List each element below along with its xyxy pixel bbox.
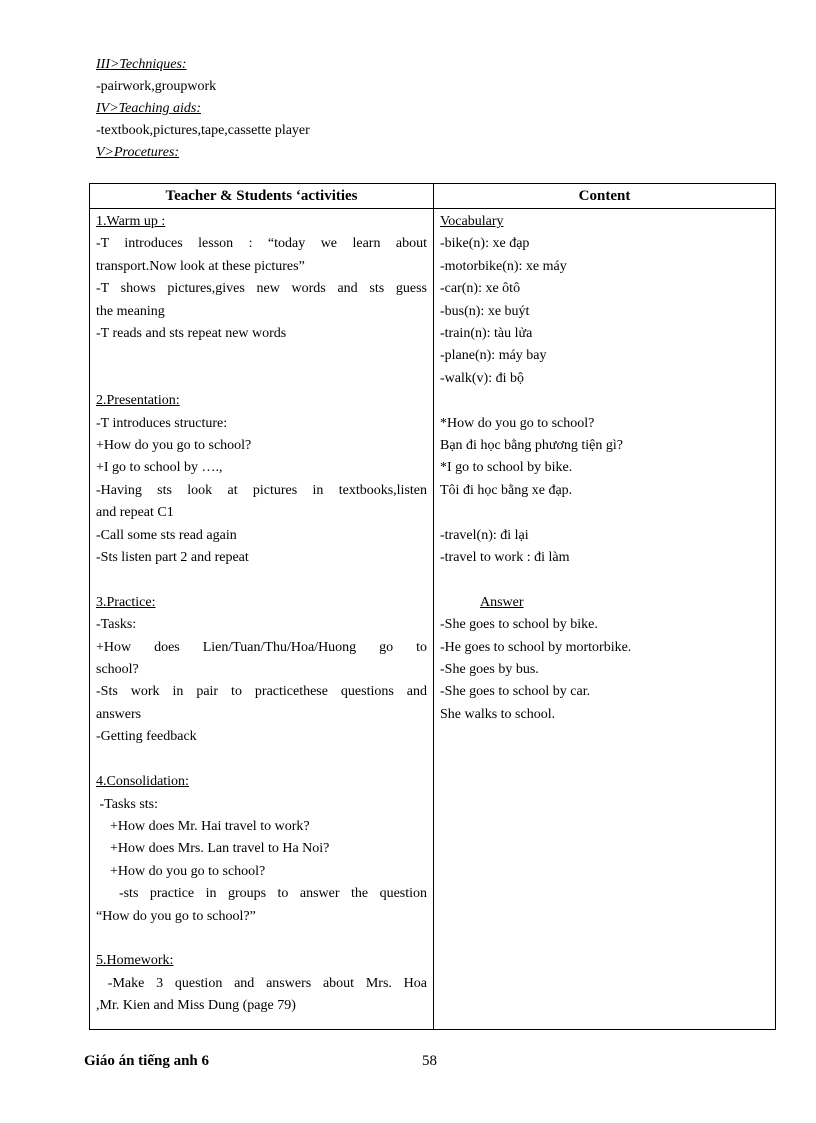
structure-line: *How do you go to school? bbox=[440, 415, 595, 431]
answer-line: -She goes by bus. bbox=[440, 662, 539, 678]
blank-line bbox=[440, 502, 769, 524]
techniques-heading: III>Techniques: bbox=[96, 57, 187, 72]
practice-heading: 3.Practice: bbox=[96, 594, 156, 610]
vocabulary-item: -bike(n): xe đạp bbox=[440, 236, 530, 252]
activity-line: answers bbox=[96, 706, 142, 722]
activity-line: +How does Mrs. Lan travel to Ha Noi? bbox=[96, 841, 330, 857]
procedures-heading: V>Procetures: bbox=[96, 145, 180, 160]
activity-line: the meaning bbox=[96, 303, 165, 319]
activity-line: and repeat C1 bbox=[96, 505, 174, 521]
blank-line bbox=[440, 390, 769, 412]
activity-line: -Sts listen part 2 and repeat bbox=[96, 550, 249, 566]
activity-line: -Tasks: bbox=[96, 617, 137, 633]
vocabulary-heading: Vocabulary bbox=[440, 214, 504, 229]
blank-line bbox=[96, 569, 427, 591]
activity-line: ,Mr. Kien and Miss Dung (page 79) bbox=[96, 998, 296, 1014]
answer-line: She walks to school. bbox=[440, 706, 556, 722]
content-cell bbox=[434, 209, 776, 1030]
vocabulary-item: -car(n): xe ôtô bbox=[440, 281, 521, 297]
activity-line: +How does Mr. Hai travel to work? bbox=[96, 818, 310, 834]
activity-line: -sts practice in groups to answer the question bbox=[96, 886, 428, 902]
vocabulary-item: -motorbike(n): xe máy bbox=[440, 258, 567, 274]
blank-line bbox=[96, 749, 427, 771]
blank-line bbox=[96, 368, 427, 390]
activity-line: -Tasks sts: bbox=[96, 796, 159, 812]
activity-line: -Make 3 question and answers about Mrs. Hoa bbox=[96, 975, 427, 991]
activities-column-header: Teacher & Students ‘activities bbox=[90, 184, 434, 209]
activity-line: transport.Now look at these pictures” bbox=[96, 258, 305, 274]
activities-cell bbox=[90, 209, 434, 1030]
answer-line: -She goes to school by bike. bbox=[440, 617, 598, 633]
vocabulary-item: -travel to work : đi làm bbox=[440, 550, 570, 566]
techniques-text: -pairwork,groupwork bbox=[96, 79, 217, 94]
presentation-heading: 2.Presentation: bbox=[96, 393, 180, 409]
structure-line: Tôi đi học bằng xe đạp. bbox=[440, 482, 573, 498]
activity-line: -Getting feedback bbox=[96, 729, 197, 745]
activity-line: school? bbox=[96, 662, 139, 678]
homework-heading: 5.Homework: bbox=[96, 953, 174, 969]
activity-line: +How do you go to school? bbox=[96, 438, 252, 454]
content-column-header: Content bbox=[434, 184, 776, 209]
blank-line bbox=[96, 345, 427, 367]
vocabulary-item: -walk(v): đi bộ bbox=[440, 370, 524, 386]
warm-up-heading: 1.Warm up : bbox=[96, 214, 166, 229]
activity-line: +How do you go to school? bbox=[96, 863, 266, 879]
activity-line: -T introduces structure: bbox=[96, 415, 228, 431]
activity-line: -T shows pictures,gives new words and sts guess bbox=[96, 281, 427, 297]
structure-line: Bạn đi học bằng phương tiện gì? bbox=[440, 438, 623, 454]
vocabulary-item: -travel(n): đi lại bbox=[440, 527, 529, 543]
page-number: 58 bbox=[422, 1053, 437, 1069]
answer-heading: Answer bbox=[480, 594, 524, 610]
vocabulary-item: -plane(n): máy bay bbox=[440, 348, 547, 364]
structure-line: *I go to school by bike. bbox=[440, 460, 573, 476]
teaching-aids-text: -textbook,pictures,tape,cassette player bbox=[96, 123, 310, 138]
activity-line: “How do you go to school?” bbox=[96, 908, 256, 924]
activity-line: +I go to school by …., bbox=[96, 460, 223, 476]
blank-line bbox=[440, 569, 769, 591]
activity-line: -Sts work in pair to practicethese questions and bbox=[96, 684, 427, 700]
blank-line bbox=[96, 928, 427, 950]
consolidation-heading: 4.Consolidation: bbox=[96, 774, 189, 790]
footer-title: Giáo án tiếng anh 6 bbox=[84, 1053, 210, 1069]
lesson-table bbox=[89, 183, 776, 1030]
answer-line: -She goes to school by car. bbox=[440, 684, 591, 700]
vocabulary-item: -train(n): tàu lửa bbox=[440, 326, 533, 342]
answer-line: -He goes to school by mortorbike. bbox=[440, 639, 632, 655]
vocabulary-item: -bus(n): xe buýt bbox=[440, 303, 530, 319]
activity-line: +How does Lien/Tuan/Thu/Hoa/Huong go to bbox=[96, 639, 427, 655]
activity-line: -T introduces lesson : “today we learn about bbox=[96, 236, 427, 252]
teaching-aids-heading: IV>Teaching aids: bbox=[96, 101, 201, 116]
activity-line: -T reads and sts repeat new words bbox=[96, 326, 287, 342]
activity-line: -Having sts look at pictures in textbooks,listen bbox=[96, 482, 427, 498]
activity-line: -Call some sts read again bbox=[96, 527, 237, 543]
